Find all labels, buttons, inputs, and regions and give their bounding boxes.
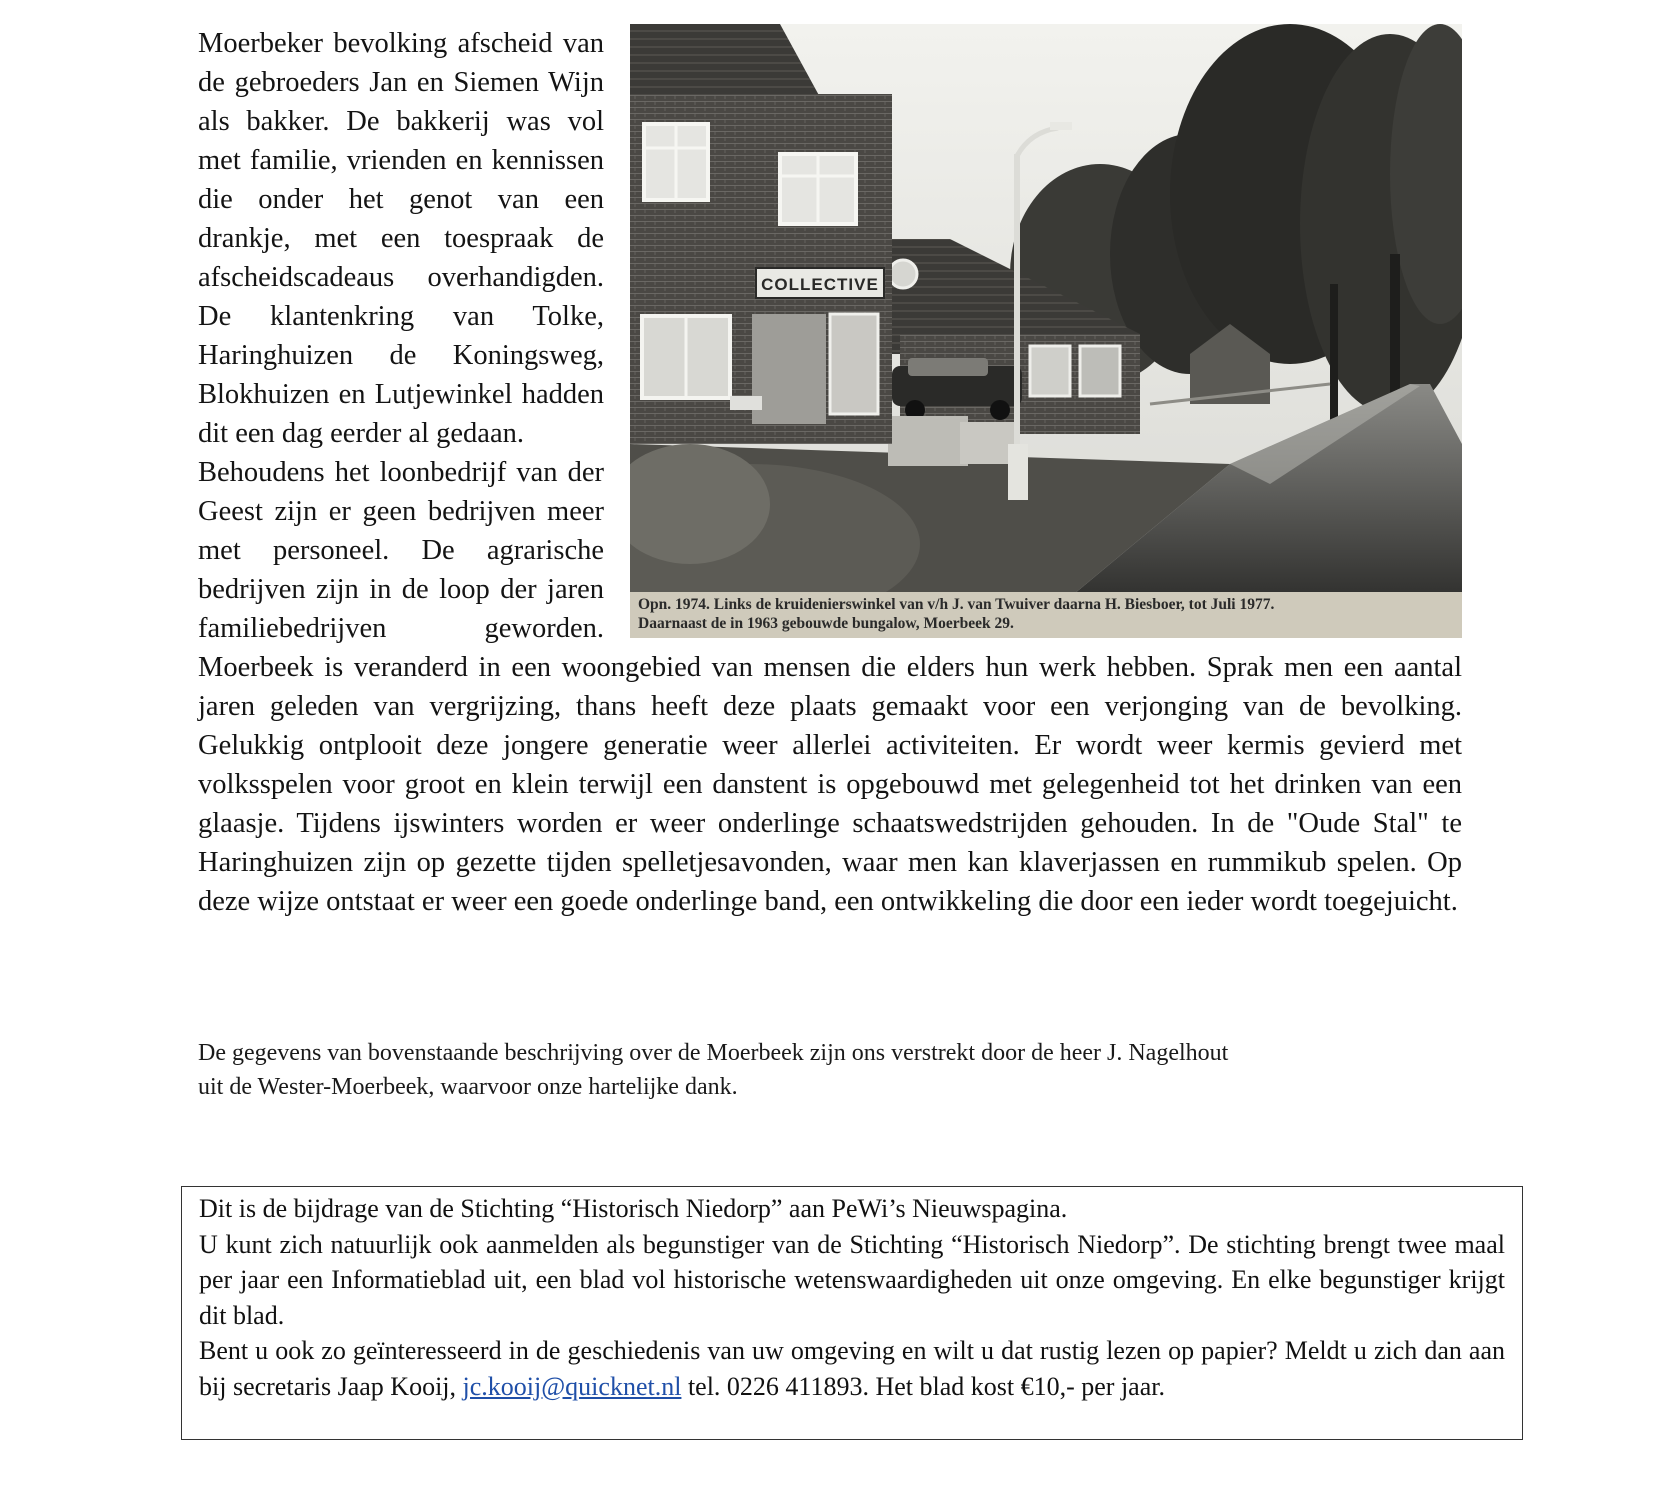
photo-caption-line-1: Opn. 1974. Links de kruidenierswinkel van v/h J. van Twuiver daarna H. Biesboer, tot Juli 1977.: [638, 596, 1275, 613]
article-paragraph-1: Moerbeker bevolking afscheid van de gebroeders Jan en Siemen Wijn als bakker. De bakkerij was vol met familie, vrienden en kennissen die onder het genot van een drankje, met een toespraak de afscheidscadeaus overhandigden. De klantenkring van Tolke, Haringhuizen de Koningsweg, Blokhuizen en Lutjewinkel hadden dit een dag eerder al gedaan.: [198, 28, 604, 449]
shop-sign-text: COLLECTIVE: [761, 275, 879, 294]
notice-contact-text: Bent u ook zo geïnteresseerd in de geschiedenis van uw omgeving en wilt u dat rustig lezen op papier? Meldt u zich dan aan bij secretaris Jaap Kooij,: [199, 1336, 1505, 1401]
notice-membership: U kunt zich natuurlijk ook aanmelden als begunstiger van de Stichting “Historisch Niedorp”. De stichting brengt twee maal per jaar een Informatieblad uit, een blad vol historische wetenswaardigheden uit onze omgeving. En elke begunstiger krijgt dit blad.: [199, 1229, 1505, 1330]
article-paragraph-2: Behoudens het loonbedrijf van der Geest zijn er geen bedrijven meer met personeel. De agrarische bedrijven zijn in de loop der jaren familiebedrijven geworden. Moerbeek is veranderd in een woongebied van mensen die elders hun werk hebben. Sprak men een aantal jaren geleden van vergrijzing, thans heeft deze plaats gemaakt voor een verjonging van de bevolking. Gelukkig ontplooit deze jongere generatie weer allerlei activiteiten. Er wordt weer kermis gevierd met volksspelen voor groot en klein terwijl een danstent is opgebouwd met gelegenheid tot het drinken van een glaasje. Tijdens ijswinters worden er weer onderlinge schaatswedstrijden gehouden. In de "Oude Stal" te Haringhuizen zijn op gezette tijden spelletjesavonden, waar men kan klaverjassen en rummikub spelen. Op deze wijze ontstaat er weer een goede onderlinge band, een ontwikkeling die door een ieder wordt toegejuicht.: [198, 457, 1462, 917]
article-body: [198, 24, 1462, 921]
acknowledgement-line-1: De gegevens van bovenstaande beschrijving over de Moerbeek zijn ons verstrekt door de heer J. Nagelhout: [198, 1040, 1229, 1066]
acknowledgement-line-2: uit de Wester-Moerbeek, waarvoor onze hartelijke dank.: [198, 1074, 738, 1100]
email-link[interactable]: jc.kooij@quicknet.nl: [462, 1371, 682, 1401]
photo-figure: [630, 24, 1462, 638]
foundation-notice-box: [181, 1186, 1523, 1440]
historic-street-photo: [630, 24, 1462, 614]
notice-intro: Dit is de bijdrage van de Stichting “Historisch Niedorp” aan PeWi’s Nieuwspagina.: [199, 1194, 1068, 1223]
acknowledgement: [198, 1036, 1462, 1104]
photo-caption-line-2: Daarnaast de in 1963 gebouwde bungalow, Moerbeek 29.: [638, 615, 1014, 632]
notice-contact: [199, 1333, 1505, 1404]
notice-contact-price: tel. 0226 411893. Het blad kost €10,- per jaar.: [681, 1371, 1165, 1401]
photo-caption: [630, 592, 1462, 638]
